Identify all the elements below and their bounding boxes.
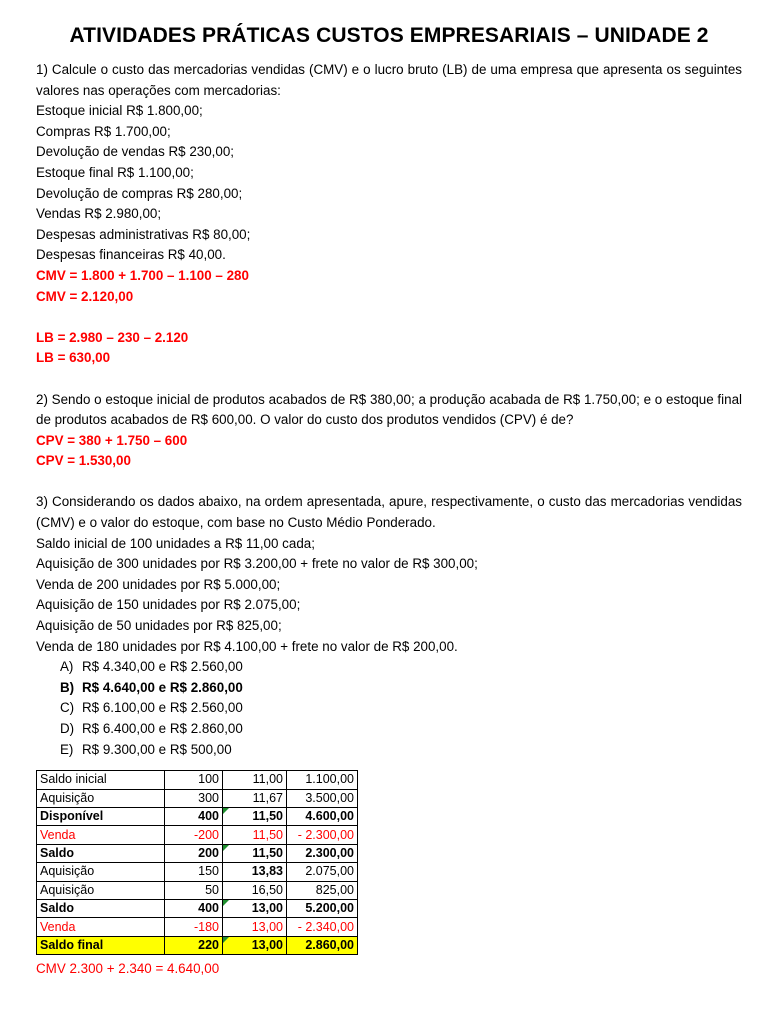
- q2-statement: 2) Sendo o estoque inicial de produtos acabados de R$ 380,00; a produção acabada de R$ 1.750,00; e o estoque final de produtos acabados de R$ 600,00. O valor do custo dos produtos vendidos (CPV) é de?: [36, 391, 742, 428]
- q1-item: Estoque inicial R$ 1.800,00;: [36, 103, 203, 119]
- q1-statement: 1) Calcule o custo das mercadorias vendidas (CMV) e o lucro bruto (LB) de uma empresa que apresenta os seguintes valores nas operações com mercadorias:: [36, 62, 742, 98]
- q3-options: [36, 657, 742, 760]
- q2-cpv-result: CPV = 1.530,00: [36, 453, 131, 469]
- row-qty: 150: [165, 863, 223, 881]
- table-row: [37, 844, 358, 862]
- row-total: 3.500,00: [287, 789, 358, 807]
- q3-item: Saldo inicial de 100 unidades a R$ 11,00 cada;: [36, 535, 315, 551]
- table-row: [37, 899, 358, 917]
- row-unit-cost: 11,67: [223, 789, 287, 807]
- row-qty: -180: [165, 918, 223, 936]
- row-total: 4.600,00: [287, 807, 358, 825]
- row-total: 2.860,00: [287, 936, 358, 954]
- row-qty: 400: [165, 899, 223, 917]
- q1-cmv-formula: CMV = 1.800 + 1.700 – 1.100 – 280: [36, 267, 249, 283]
- row-total: 5.200,00: [287, 899, 358, 917]
- option-text: R$ 4.340,00 e R$ 2.560,00: [82, 659, 243, 675]
- row-label: Aquisição: [37, 881, 165, 899]
- q1-lb-formula: LB = 2.980 – 230 – 2.120: [36, 329, 189, 345]
- q3-item: Venda de 200 unidades por R$ 5.000,00;: [36, 576, 281, 592]
- row-unit-cost: 11,50: [223, 807, 287, 825]
- option-text: R$ 6.400,00 e R$ 2.860,00: [82, 721, 243, 736]
- row-label: Venda: [37, 918, 165, 936]
- q3-items: [36, 534, 742, 658]
- row-total: 1.100,00: [287, 771, 358, 789]
- row-total: - 2.340,00: [287, 918, 358, 936]
- q1-items: [36, 101, 742, 266]
- row-qty: 200: [165, 844, 223, 862]
- row-qty: -200: [165, 826, 223, 844]
- row-total: 825,00: [287, 881, 358, 899]
- q1-item: Devolução de compras R$ 280,00;: [36, 185, 243, 201]
- table-row: [37, 826, 358, 844]
- table-row: [37, 807, 358, 825]
- row-label: Saldo inicial: [37, 771, 165, 789]
- row-qty: 300: [165, 789, 223, 807]
- q1-item: Devolução de vendas R$ 230,00;: [36, 144, 235, 160]
- row-unit-cost: 13,00: [223, 899, 287, 917]
- option-text: R$ 6.100,00 e R$ 2.560,00: [82, 700, 243, 716]
- option-c: [60, 698, 742, 719]
- q3-item: Aquisição de 300 unidades por R$ 3.200,00 + frete no valor de R$ 300,00;: [36, 556, 478, 572]
- option-b-correct: [60, 678, 742, 699]
- q1-item: Vendas R$ 2.980,00;: [36, 206, 162, 222]
- row-qty: 100: [165, 771, 223, 789]
- q1-cmv-result: CMV = 2.120,00: [36, 288, 134, 304]
- row-unit-cost: 16,50: [223, 881, 287, 899]
- option-letter: A): [60, 659, 74, 675]
- q1-item: Compras R$ 1.700,00;: [36, 123, 171, 139]
- q3-item: Aquisição de 150 unidades por R$ 2.075,00;: [36, 597, 301, 613]
- option-text: R$ 4.640,00 e R$ 2.860,00: [82, 679, 243, 695]
- q1-lb-result: LB = 630,00: [36, 350, 111, 366]
- weighted-average-table: [36, 770, 358, 955]
- option-d: [60, 719, 742, 740]
- row-label: Saldo: [37, 899, 165, 917]
- row-label: Saldo final: [37, 936, 165, 954]
- option-letter: E): [60, 741, 74, 757]
- option-e: [60, 740, 742, 761]
- row-unit-cost: 11,50: [223, 844, 287, 862]
- q1-item: Despesas financeiras R$ 40,00.: [36, 247, 226, 263]
- row-total: - 2.300,00: [287, 826, 358, 844]
- row-unit-cost: 13,00: [223, 918, 287, 936]
- option-a: [60, 657, 742, 678]
- option-text: R$ 9.300,00 e R$ 500,00: [82, 741, 232, 757]
- q3-statement: 3) Considerando os dados abaixo, na ordem apresentada, apure, respectivamente, o custo das mercadorias vendidas (CMV) e o valor do estoque, com base no Custo Médio Ponderado.: [36, 494, 742, 531]
- option-letter: B): [60, 679, 75, 695]
- table-row: [37, 863, 358, 881]
- row-unit-cost: 13,83: [223, 863, 287, 881]
- row-label: Disponível: [37, 807, 165, 825]
- option-letter: D): [60, 721, 75, 736]
- row-qty: 400: [165, 807, 223, 825]
- q1-item: Despesas administrativas R$ 80,00;: [36, 226, 251, 242]
- row-unit-cost: 11,50: [223, 826, 287, 844]
- table-row: [37, 918, 358, 936]
- document-page: [36, 24, 742, 980]
- table-row: [37, 771, 358, 789]
- row-label: Saldo: [37, 844, 165, 862]
- table-row-final-balance: [37, 936, 358, 954]
- row-label: Aquisição: [37, 789, 165, 807]
- row-total: 2.300,00: [287, 844, 358, 862]
- row-qty: 220: [165, 936, 223, 954]
- row-total: 2.075,00: [287, 863, 358, 881]
- table-row: [37, 789, 358, 807]
- option-letter: C): [60, 700, 75, 716]
- row-unit-cost: 13,00: [223, 936, 287, 954]
- table-row: [37, 881, 358, 899]
- row-qty: 50: [165, 881, 223, 899]
- q3-item: Venda de 180 unidades por R$ 4.100,00 + frete no valor de R$ 200,00.: [36, 638, 458, 654]
- q3-item: Aquisição de 50 unidades por R$ 825,00;: [36, 618, 282, 634]
- row-label: Venda: [37, 826, 165, 844]
- row-label: Aquisição: [37, 863, 165, 881]
- page-title: ATIVIDADES PRÁTICAS CUSTOS EMPRESARIAIS – UNIDADE 2: [69, 24, 709, 47]
- q2-cpv-formula: CPV = 380 + 1.750 – 600: [36, 432, 188, 448]
- q1-item: Estoque final R$ 1.100,00;: [36, 164, 194, 180]
- q3-cmv-note: CMV 2.300 + 2.340 = 4.640,00: [36, 961, 220, 977]
- row-unit-cost: 11,00: [223, 771, 287, 789]
